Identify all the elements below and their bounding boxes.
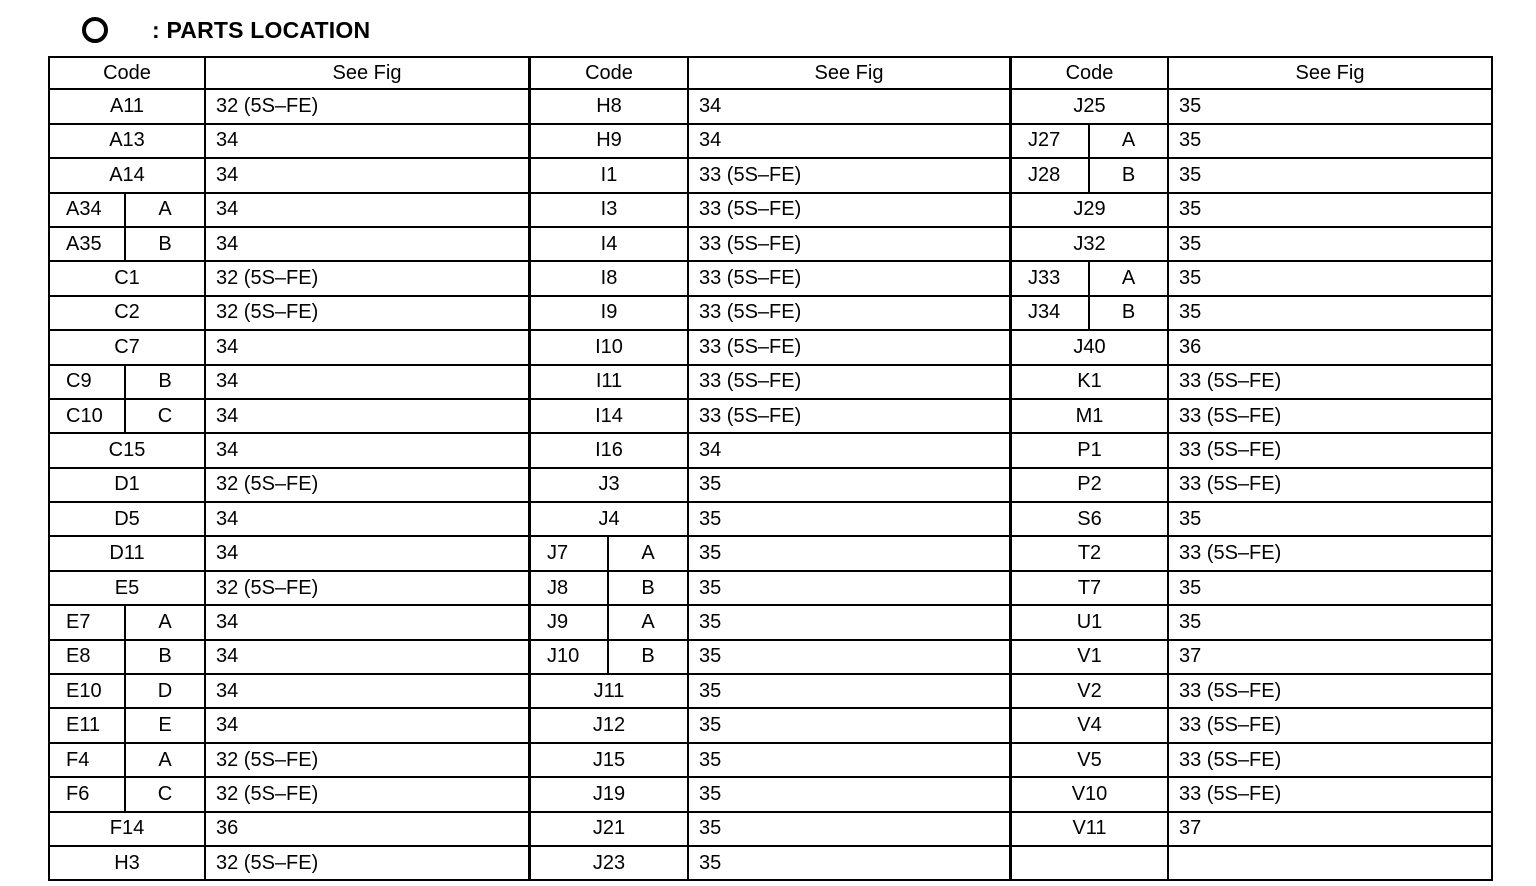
code-cell: C10 [48,400,126,432]
see-fig-cell: 34 [206,641,530,673]
table-row [529,537,1011,571]
table-row [48,125,530,159]
code-cell: C7 [48,331,206,363]
see-fig-cell: 35 [1169,606,1493,638]
table-row [1010,90,1493,124]
see-fig-cell: 34 [206,400,530,432]
see-fig-cell: 34 [206,503,530,535]
code-cell: T7 [1010,572,1169,604]
see-fig-cell: 32 (5S–FE) [206,778,530,810]
see-fig-cell: 35 [1169,503,1493,535]
table-row [1010,675,1493,709]
code-column-header: Code [48,58,206,88]
code-cell: J4 [529,503,689,535]
code-cell: I8 [529,262,689,294]
see-fig-cell: 35 [689,641,1011,673]
see-fig-cell: 33 (5S–FE) [1169,778,1493,810]
connector-letter-cell: B [126,641,206,673]
code-cell: E7 [48,606,126,638]
see-fig-cell: 32 (5S–FE) [206,572,530,604]
code-cell: J19 [529,778,689,810]
table-row [48,469,530,503]
table-row [48,503,530,537]
table-row [48,400,530,434]
see-fig-cell: 32 (5S–FE) [206,744,530,776]
table-row [48,778,530,812]
code-cell: I9 [529,297,689,329]
parts-table-3 [1010,56,1493,881]
table-row [529,194,1011,228]
code-cell: H3 [48,847,206,879]
table-row [48,90,530,124]
see-fig-cell: 35 [689,503,1011,535]
see-fig-cell: 34 [689,125,1011,157]
see-fig-cell: 33 (5S–FE) [689,297,1011,329]
see-fig-cell: 33 (5S–FE) [689,228,1011,260]
see-fig-cell: 34 [206,331,530,363]
see-fig-cell: 36 [206,813,530,845]
table-row [529,778,1011,812]
see-fig-cell: 33 (5S–FE) [1169,675,1493,707]
see-fig-cell: 35 [689,675,1011,707]
code-cell: J21 [529,813,689,845]
table-row [1010,572,1493,606]
code-cell: E10 [48,675,126,707]
code-cell: J33 [1010,262,1090,294]
see-fig-cell: 33 (5S–FE) [1169,469,1493,501]
code-cell: C2 [48,297,206,329]
code-cell: H9 [529,125,689,157]
table-row [48,572,530,606]
table-row [48,297,530,331]
table-header-row [48,56,530,90]
table-row [529,847,1011,881]
code-cell: J29 [1010,194,1169,226]
see-fig-cell: 33 (5S–FE) [689,400,1011,432]
code-cell: U1 [1010,606,1169,638]
see-fig-cell: 34 [206,537,530,569]
table-row [48,159,530,193]
see-fig-column-header: See Fig [206,58,530,88]
connector-letter-cell: A [126,606,206,638]
connector-letter-cell: A [1090,262,1169,294]
code-cell: E8 [48,641,126,673]
table-row [1010,606,1493,640]
connector-letter-cell: A [609,537,689,569]
parts-table-2 [529,56,1011,881]
code-cell: I1 [529,159,689,191]
code-cell: I11 [529,366,689,398]
code-cell: A11 [48,90,206,122]
see-fig-cell: 35 [1169,159,1493,191]
see-fig-cell: 35 [689,537,1011,569]
code-cell: V11 [1010,813,1169,845]
table-row [48,675,530,709]
code-cell: J23 [529,847,689,879]
connector-letter-cell: A [1090,125,1169,157]
see-fig-cell: 35 [689,709,1011,741]
table-row [529,400,1011,434]
connector-letter-cell: C [126,778,206,810]
see-fig-cell: 33 (5S–FE) [1169,434,1493,466]
code-column-header: Code [1010,58,1169,88]
code-cell: J7 [529,537,609,569]
connector-letter-cell: E [126,709,206,741]
code-cell: J32 [1010,228,1169,260]
circle-icon [82,17,108,43]
connector-letter-cell: B [1090,297,1169,329]
table-row [529,262,1011,296]
table-row [529,709,1011,743]
table-row [1010,641,1493,675]
code-cell: J8 [529,572,609,604]
table-row [1010,709,1493,743]
see-fig-cell: 35 [689,813,1011,845]
see-fig-cell: 33 (5S–FE) [1169,744,1493,776]
table-row [1010,228,1493,262]
table-row [48,228,530,262]
see-fig-cell: 33 (5S–FE) [1169,366,1493,398]
code-cell: I14 [529,400,689,432]
page-header [82,10,370,50]
table-row [48,366,530,400]
see-fig-cell: 35 [1169,262,1493,294]
code-cell: A34 [48,194,126,226]
table-row [529,159,1011,193]
see-fig-cell: 34 [206,709,530,741]
code-cell: V4 [1010,709,1169,741]
see-fig-cell: 35 [1169,297,1493,329]
code-cell: C9 [48,366,126,398]
connector-letter-cell: B [126,228,206,260]
table-row [529,469,1011,503]
code-cell: V1 [1010,641,1169,673]
code-cell: J11 [529,675,689,707]
code-cell: V2 [1010,675,1169,707]
connector-letter-cell: C [126,400,206,432]
code-cell: T2 [1010,537,1169,569]
see-fig-cell: 35 [689,847,1011,879]
code-cell: D11 [48,537,206,569]
table-row [48,813,530,847]
see-fig-cell: 32 (5S–FE) [206,469,530,501]
code-cell: K1 [1010,366,1169,398]
code-cell: C1 [48,262,206,294]
see-fig-cell: 33 (5S–FE) [689,159,1011,191]
code-cell [1010,847,1169,879]
see-fig-cell: 33 (5S–FE) [689,331,1011,363]
code-cell: A14 [48,159,206,191]
code-cell: E11 [48,709,126,741]
see-fig-cell: 36 [1169,331,1493,363]
table-row [529,228,1011,262]
table-row [1010,194,1493,228]
table-header-row [529,56,1011,90]
see-fig-cell: 35 [1169,90,1493,122]
code-cell: P1 [1010,434,1169,466]
code-cell: D1 [48,469,206,501]
see-fig-cell: 34 [206,194,530,226]
see-fig-cell: 33 (5S–FE) [689,366,1011,398]
table-row [1010,331,1493,365]
connector-letter-cell: D [126,675,206,707]
table-row [529,297,1011,331]
table-row [48,194,530,228]
code-cell: J34 [1010,297,1090,329]
code-cell: J40 [1010,331,1169,363]
code-cell: F4 [48,744,126,776]
see-fig-cell: 35 [689,744,1011,776]
see-fig-cell: 33 (5S–FE) [1169,709,1493,741]
page-title: : PARTS LOCATION [152,16,371,43]
table-row [48,537,530,571]
see-fig-column-header: See Fig [1169,58,1493,88]
see-fig-cell: 37 [1169,813,1493,845]
table-row [48,744,530,778]
code-cell: J28 [1010,159,1090,191]
connector-letter-cell: A [126,194,206,226]
see-fig-cell: 35 [689,778,1011,810]
see-fig-cell: 33 (5S–FE) [689,194,1011,226]
table-row [529,606,1011,640]
table-row [1010,469,1493,503]
code-cell: M1 [1010,400,1169,432]
table-row [1010,262,1493,296]
see-fig-cell: 32 (5S–FE) [206,297,530,329]
table-row [48,606,530,640]
see-fig-cell: 35 [689,606,1011,638]
see-fig-cell [1169,847,1493,879]
code-cell: S6 [1010,503,1169,535]
table-row [48,331,530,365]
table-row [529,675,1011,709]
see-fig-cell: 35 [1169,572,1493,604]
table-row [529,331,1011,365]
parts-table-1 [48,56,530,881]
table-row [529,90,1011,124]
see-fig-cell: 35 [1169,228,1493,260]
see-fig-cell: 33 (5S–FE) [1169,400,1493,432]
see-fig-cell: 32 (5S–FE) [206,90,530,122]
table-header-row [1010,56,1493,90]
see-fig-cell: 34 [206,125,530,157]
see-fig-cell: 35 [1169,194,1493,226]
see-fig-cell: 34 [206,228,530,260]
table-row [1010,847,1493,881]
table-row [1010,537,1493,571]
code-cell: J3 [529,469,689,501]
table-row [48,262,530,296]
table-row [48,847,530,881]
table-row [1010,744,1493,778]
see-fig-cell: 34 [689,90,1011,122]
table-row [529,503,1011,537]
table-row [1010,125,1493,159]
see-fig-cell: 34 [689,434,1011,466]
code-cell: F14 [48,813,206,845]
connector-letter-cell: B [609,572,689,604]
table-row [529,813,1011,847]
table-row [1010,297,1493,331]
code-cell: H8 [529,90,689,122]
code-cell: D5 [48,503,206,535]
code-cell: F6 [48,778,126,810]
connector-letter-cell: A [126,744,206,776]
table-row [1010,366,1493,400]
see-fig-cell: 35 [1169,125,1493,157]
table-row [529,125,1011,159]
code-cell: V5 [1010,744,1169,776]
table-row [529,641,1011,675]
table-row [48,641,530,675]
code-cell: J10 [529,641,609,673]
connector-letter-cell: A [609,606,689,638]
connector-letter-cell: B [126,366,206,398]
code-cell: P2 [1010,469,1169,501]
see-fig-cell: 37 [1169,641,1493,673]
code-cell: C15 [48,434,206,466]
see-fig-cell: 32 (5S–FE) [206,847,530,879]
code-cell: I10 [529,331,689,363]
see-fig-cell: 34 [206,159,530,191]
table-row [529,366,1011,400]
code-cell: J12 [529,709,689,741]
see-fig-column-header: See Fig [689,58,1011,88]
code-cell: I16 [529,434,689,466]
see-fig-cell: 34 [206,366,530,398]
table-row [1010,778,1493,812]
table-row [48,434,530,468]
see-fig-cell: 35 [689,469,1011,501]
code-cell: J27 [1010,125,1090,157]
table-row [529,744,1011,778]
code-cell: I4 [529,228,689,260]
code-cell: J15 [529,744,689,776]
code-column-header: Code [529,58,689,88]
code-cell: A35 [48,228,126,260]
code-cell: I3 [529,194,689,226]
connector-letter-cell: B [1090,159,1169,191]
table-row [1010,159,1493,193]
see-fig-cell: 34 [206,675,530,707]
see-fig-cell: 33 (5S–FE) [1169,537,1493,569]
table-row [1010,503,1493,537]
code-cell: J9 [529,606,609,638]
table-row [529,434,1011,468]
see-fig-cell: 33 (5S–FE) [689,262,1011,294]
table-row [1010,434,1493,468]
see-fig-cell: 35 [689,572,1011,604]
table-row [1010,813,1493,847]
code-cell: V10 [1010,778,1169,810]
table-row [529,572,1011,606]
table-row [48,709,530,743]
code-cell: A13 [48,125,206,157]
table-row [1010,400,1493,434]
code-cell: J25 [1010,90,1169,122]
connector-letter-cell: B [609,641,689,673]
code-cell: E5 [48,572,206,604]
see-fig-cell: 32 (5S–FE) [206,262,530,294]
see-fig-cell: 34 [206,606,530,638]
see-fig-cell: 34 [206,434,530,466]
